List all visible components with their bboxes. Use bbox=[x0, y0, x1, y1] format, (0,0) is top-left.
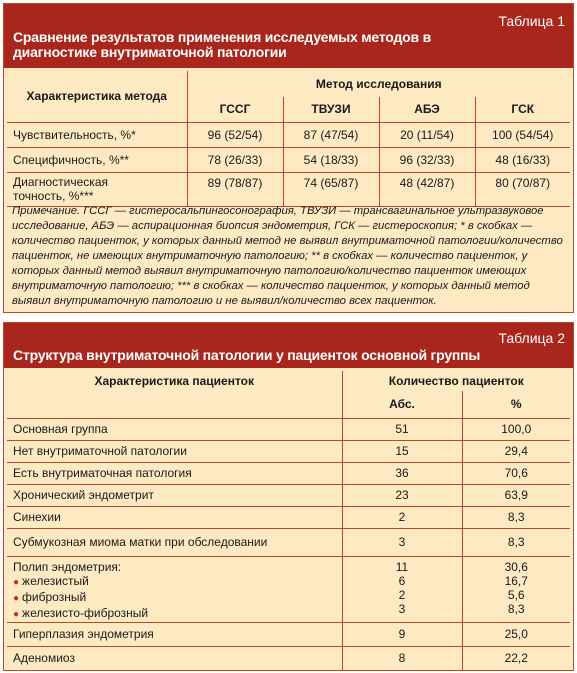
row-label-sensitivity: Чувствительность, %* bbox=[7, 122, 187, 147]
table-cell: 6 bbox=[398, 573, 406, 588]
table-cell: 2 bbox=[398, 587, 406, 602]
table-row bbox=[7, 147, 570, 172]
table-row bbox=[7, 646, 570, 670]
table-cell: 11 bbox=[395, 559, 409, 574]
row-sublabel: железисто-фиброзный bbox=[22, 605, 149, 620]
row-label-specificity: Специфичность, %** bbox=[7, 147, 187, 172]
col-header-abs: Абс. bbox=[342, 391, 462, 418]
table-cell: 87 (47/54) bbox=[283, 122, 379, 147]
table-row bbox=[7, 172, 570, 206]
table-row bbox=[7, 462, 570, 484]
row-label: Гиперплазия эндометрия bbox=[7, 622, 342, 646]
table-cell: 29,4 bbox=[462, 440, 570, 462]
row-label-accuracy-line1: Диагностическая bbox=[13, 175, 108, 189]
table-cell: 78 (26/33) bbox=[187, 147, 283, 172]
table-cell: 100,0 bbox=[462, 418, 570, 440]
table-row bbox=[7, 484, 570, 506]
table-cell: 2 bbox=[342, 506, 462, 528]
table-cell: 30,6 bbox=[504, 559, 528, 574]
table-2-header bbox=[4, 323, 573, 368]
table-cell: 48 (42/87) bbox=[379, 172, 475, 206]
table-row bbox=[7, 440, 570, 462]
row-label: Полип эндометрия: bbox=[13, 559, 122, 574]
row-label: Хронический эндометрит bbox=[7, 484, 342, 506]
table-1 bbox=[7, 71, 570, 207]
row-sublabel: железистый bbox=[22, 573, 89, 588]
table-cell: 74 (65/87) bbox=[283, 172, 379, 206]
table-cell-group bbox=[462, 556, 570, 622]
table-cell: 89 (78/87) bbox=[187, 172, 283, 206]
table-cell: 70,6 bbox=[462, 462, 570, 484]
table-2-panel bbox=[3, 322, 574, 671]
table-row bbox=[7, 122, 570, 147]
col-header-characteristic: Характеристика метода bbox=[7, 71, 187, 122]
table-row bbox=[7, 622, 570, 646]
col-header-patient-characteristic: Характеристика пациенток bbox=[7, 371, 342, 418]
table-cell: 48 (16/33) bbox=[475, 147, 570, 172]
table-row bbox=[7, 506, 570, 528]
table-1-note: Примечание. ГССГ — гистеросальпингосонография, ТВУЗИ — трансвагинальное ультразвуковое исследование, АБЭ — аспирационная биопсия эндометрия, ГСК — гистероскопия; * в скобках — количество пациенток, у которых данный метод не выявил внутриматочной патологии/количество пациенток, не имеющих внутриматочную патологию; ** в скобках — количество пациенток, у которых данный метод выявил внутриматочную патологию/количество пациенток имеющих внутриматочную патологию; *** в скобках — количество пациенток, у которых данный метод выявил внутриматочную патологию и не выявил/количество всех пациенток. bbox=[12, 205, 563, 307]
table-1-title: Сравнение результатов применения исследуемых методов в диагностике внутриматочной патологии bbox=[13, 29, 431, 60]
col-header-tvuzi: ТВУЗИ bbox=[283, 97, 379, 122]
table-cell: 20 (11/54) bbox=[379, 122, 475, 147]
table-2-number: Таблица 2 bbox=[498, 330, 565, 346]
table-1-panel bbox=[3, 3, 574, 313]
table-cell: 3 bbox=[342, 528, 462, 556]
table-cell: 25,0 bbox=[462, 622, 570, 646]
col-header-pct: % bbox=[462, 391, 570, 418]
table-cell: 63,9 bbox=[462, 484, 570, 506]
row-label: Синехии bbox=[7, 506, 342, 528]
col-header-method: Метод исследования bbox=[187, 71, 570, 97]
table-1-header bbox=[4, 4, 573, 68]
table-2-title: Структура внутриматочной патологии у пациенток основной группы bbox=[13, 347, 481, 363]
table-cell: 96 (52/54) bbox=[187, 122, 283, 147]
table-cell: 96 (32/33) bbox=[379, 147, 475, 172]
table-cell: 22,2 bbox=[462, 646, 570, 670]
row-label-accuracy-line2: точность, %*** bbox=[13, 189, 94, 203]
table-cell: 16,7 bbox=[504, 573, 528, 588]
table-cell: 9 bbox=[342, 622, 462, 646]
row-label-polyp bbox=[7, 556, 342, 622]
table-cell: 23 bbox=[342, 484, 462, 506]
table-cell: 15 bbox=[342, 440, 462, 462]
table-row bbox=[7, 418, 570, 440]
table-cell: 8 bbox=[342, 646, 462, 670]
row-label: Аденомиоз bbox=[13, 651, 75, 666]
table-row bbox=[7, 528, 570, 556]
row-label-accuracy bbox=[7, 172, 187, 206]
table-cell: 100 (54/54) bbox=[475, 122, 570, 147]
table-cell: 8,3 bbox=[507, 601, 525, 616]
bullet-icon: ● bbox=[13, 592, 20, 604]
col-header-gsk: ГСК bbox=[475, 97, 570, 122]
col-header-abe: АБЭ bbox=[379, 97, 475, 122]
table-cell-group bbox=[342, 556, 462, 622]
table-2 bbox=[7, 371, 570, 670]
table-cell: 54 (18/33) bbox=[283, 147, 379, 172]
row-label: Есть внутриматочная патология bbox=[7, 462, 342, 484]
row-label: Основная группа bbox=[7, 418, 342, 440]
table-cell: 8,3 bbox=[462, 506, 570, 528]
col-header-gssg: ГССГ bbox=[187, 97, 283, 122]
bullet-icon: ● bbox=[13, 576, 20, 588]
row-label: Нет внутриматочной патологии bbox=[7, 440, 342, 462]
table-1-number: Таблица 1 bbox=[498, 13, 565, 29]
table-cell: 51 bbox=[342, 418, 462, 440]
table-row-polyp bbox=[7, 556, 570, 622]
table-cell: 5,6 bbox=[507, 587, 525, 602]
bullet-icon: ● bbox=[13, 608, 20, 620]
row-label: Субмукозная миома матки при обследовании bbox=[7, 528, 342, 556]
table-cell: 80 (70/87) bbox=[475, 172, 570, 206]
table-cell: 36 bbox=[342, 462, 462, 484]
table-cell: 3 bbox=[398, 601, 406, 616]
row-sublabel: фиброзный bbox=[22, 589, 87, 604]
col-header-patient-count: Количество пациенток bbox=[342, 371, 570, 391]
table-cell: 8,3 bbox=[462, 528, 570, 556]
